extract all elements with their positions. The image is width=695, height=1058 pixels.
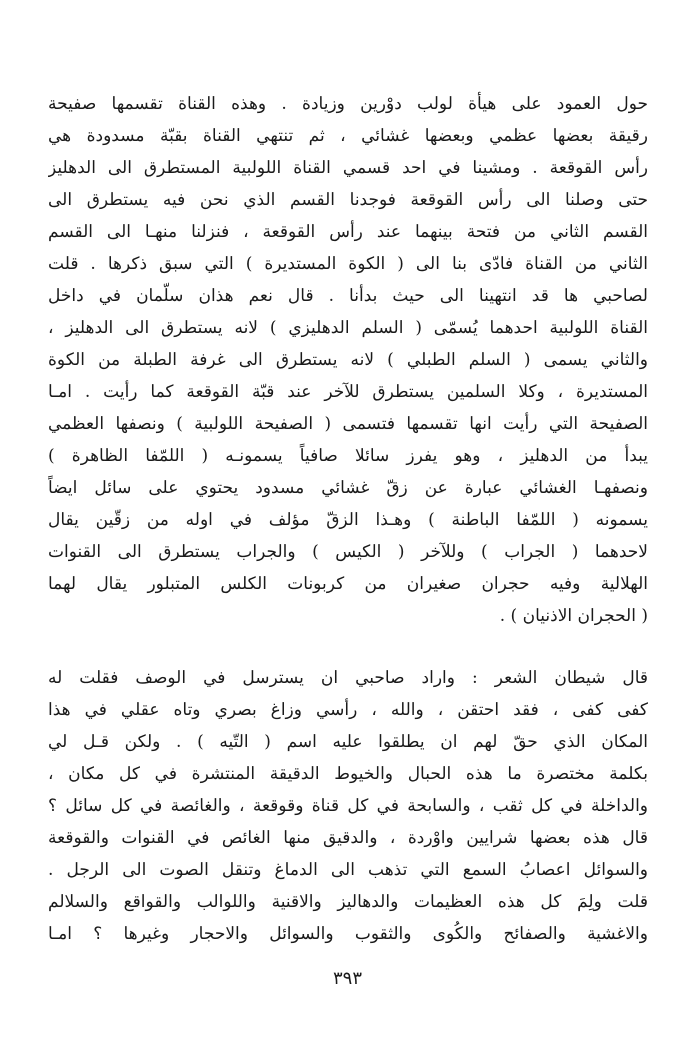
text-line: يسمونه ( اللمّفا الباطنة ) وهـذا الزقّ مؤلف في اوله من زقّين يقال	[48, 510, 648, 530]
text-line: حتى وصلنا الى رأس القوقعة فوجدنا القسم الذي نحن فيه يستطرق الى	[48, 190, 648, 210]
text-line: قال شيطان الشعر : واراد صاحبي ان يسترسل في الوصف فقلت له	[48, 668, 648, 688]
text-line: كفى كفى ، فقد احتقن ، والله ، رأسي وزاغ بصري وتاه عقلي في هذا	[48, 700, 648, 720]
text-line: القناة اللولبية احدهما يُسمّى ( السلم الدهليزي ) لانه يستطرق الى الدهليز ،	[48, 318, 648, 338]
text-line: حول العمود على هيأة لولب دوْرين وزيادة . وهذه القناة تقسمها صفيحة	[48, 94, 648, 114]
text-line: رأس القوقعة . ومشينا في احد قسمي القناة اللولبية المستطرق الى الدهليز	[48, 158, 648, 178]
text-line: ونصفهـا الغشائي عبارة عن زقّ غشائي مسدود يحتوي على سائل ايضاً	[48, 478, 648, 498]
text-line: والاغشية والصفائح والكُوى والثقوب والسوائل والاحجار وغيرها ؟ امـا	[48, 924, 648, 944]
text-line: قلت ولِمَ كل هذه العظيمات والدهاليز والاقنية واللوالب والقواقع والسلالم	[48, 892, 648, 912]
text-line: الثاني من القناة فادّى بنا الى ( الكوة المستديرة ) التي سبق ذكرها . قلت	[48, 254, 648, 274]
text-line: القسم الثاني من فتحة بينهما عند رأس القوقعة ، فنزلنا منهـا الى القسم	[48, 222, 648, 242]
text-line: والثاني يسمى ( السلم الطبلي ) لانه يستطرق الى غرفة الطبلة من الكوة	[48, 350, 648, 370]
text-line: لاحدهما ( الجراب ) وللآخر ( الكيس ) والجراب يستطرق الى القنوات	[48, 542, 648, 562]
text-line: الهلالية وفيه حجران صغيران من كربونات الكلس المتبلور يقال لهما	[48, 574, 648, 594]
text-line: ( الحجران الاذنيان ) .	[499, 606, 648, 626]
text-line: بكلمة مختصرة ما هذه الحبال والخيوط الدقيقة المنتشرة في كل مكان ،	[48, 764, 648, 784]
text-line: والسوائل اعصابُ السمع التي تذهب الى الدماغ وتنقل الصوت الى الرجل .	[48, 860, 648, 880]
text-line: المستديرة ، وكلا السلمين يستطرق للآخر عند قبّة القوقعة كما رأيت . امـا	[48, 382, 648, 402]
text-line: رقيقة بعضها عظمي وبعضها غشائي ، ثم تنتهي القناة بقبّة مسدودة هي	[48, 126, 648, 146]
text-line: يبدأ من الدهليز ، وهو يفرز سائلا صافياً يسمونـه ( اللمّفا الظاهرة )	[48, 446, 648, 466]
text-line: والداخلة في كل ثقب ، والسابحة في كل قناة وقوقعة ، والغائصة في كل سائل ؟	[48, 796, 648, 816]
text-line: المكان الذي حقّ لهم ان يطلقوا عليه اسم ( التّيه ) . ولكن قـل لي	[48, 732, 648, 752]
paragraph-shaitan-al-shiir	[48, 662, 648, 950]
text-line: الصفيحة التي رأيت انها تقسمها فتسمى ( الصفيحة اللولبية ) ونصفها العظمي	[48, 414, 648, 434]
text-line: قال هذه بعضها شرايين واوْردة ، والدقيق منها الغائص في القنوات والقوقعة	[48, 828, 648, 848]
page-number: ٣٩٣	[332, 968, 362, 989]
text-line: لصاحبي ها قد انتهينا الى حيث بدأنا . قال نعم هذان سلّمان في داخل	[48, 286, 648, 306]
paragraph-cochlea-description	[48, 88, 648, 632]
